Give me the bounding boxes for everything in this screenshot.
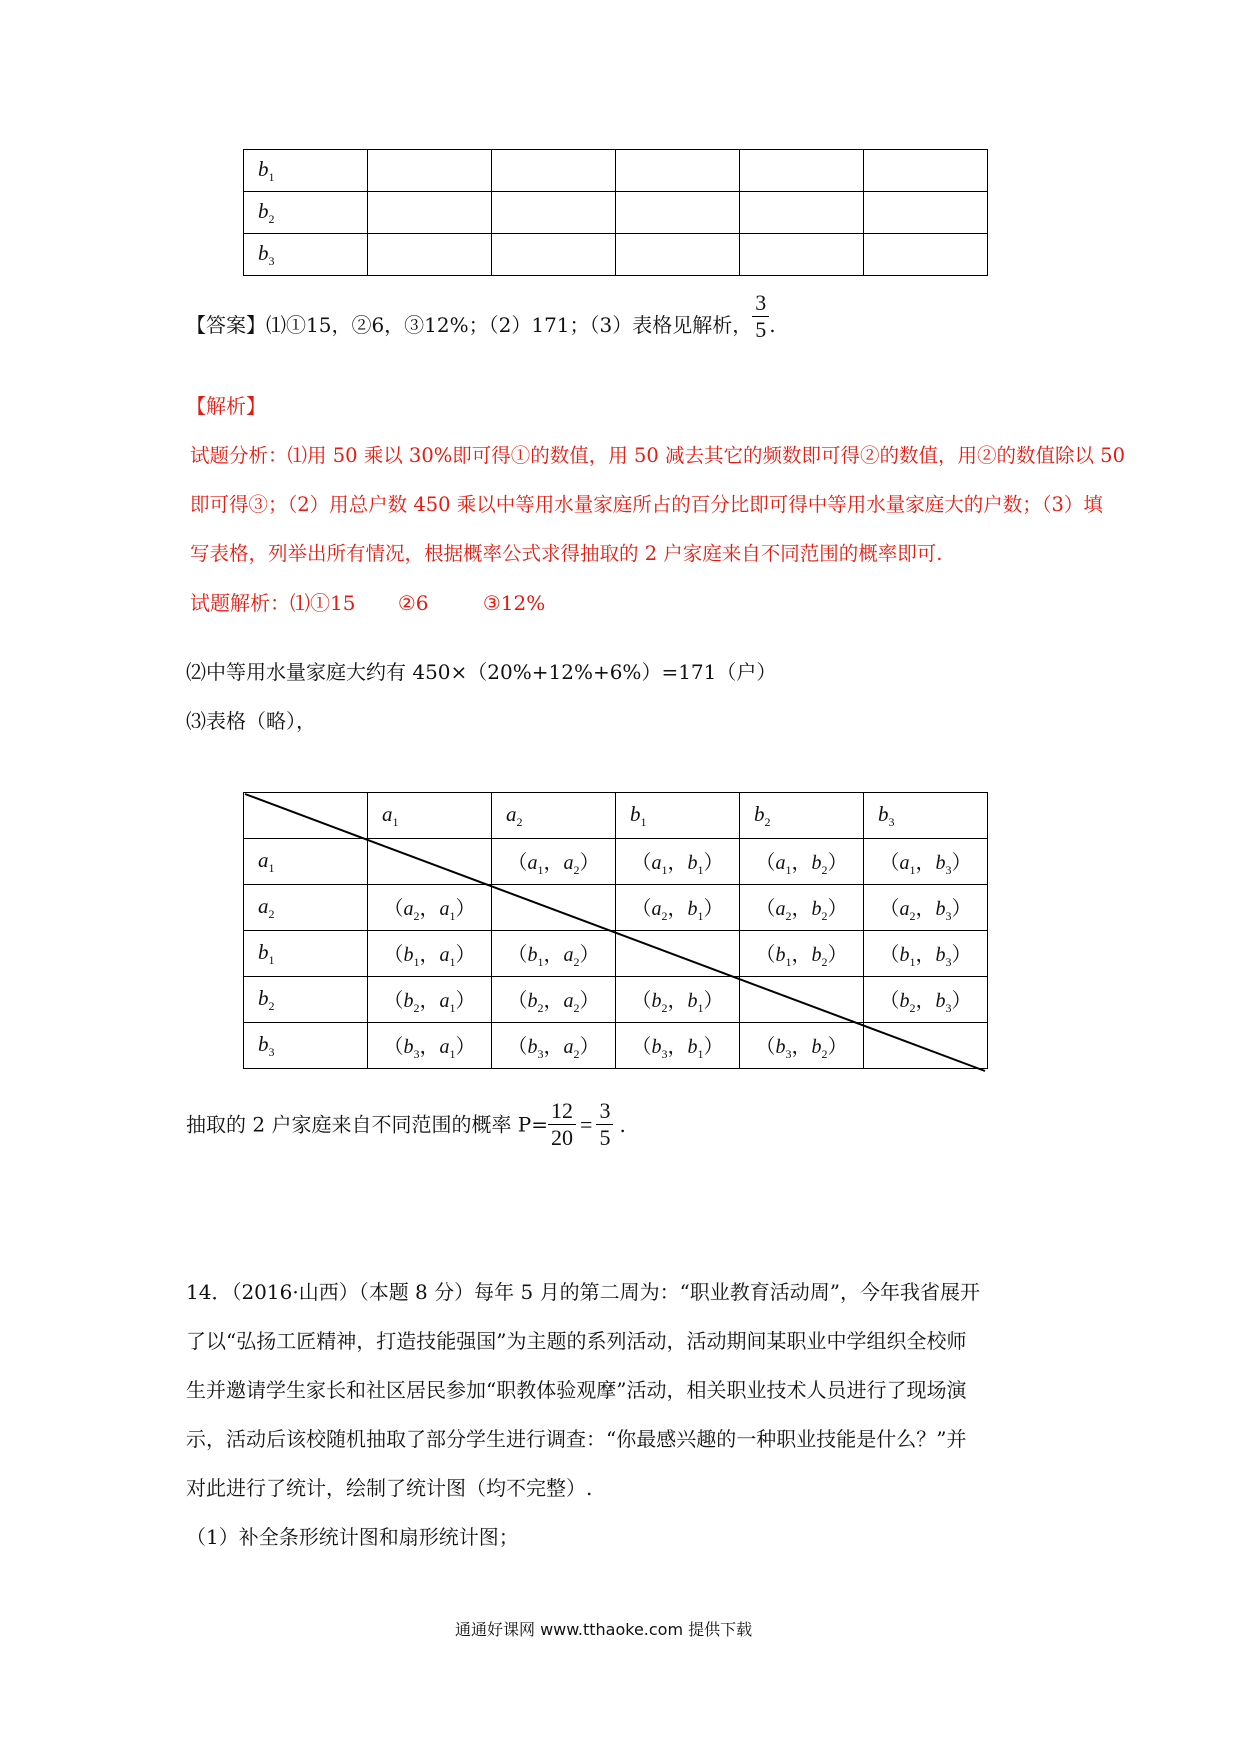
diagonal-line xyxy=(243,792,987,1074)
prob-table-cell: （$b_3$，$a_1$） xyxy=(368,1023,492,1069)
top-table-row-head: $b_2$ xyxy=(244,192,368,234)
question-sub-1: （1）补全条形统计图和扇形统计图； xyxy=(186,1525,519,1549)
top-table-cell xyxy=(740,234,864,276)
top-table-cell xyxy=(864,234,988,276)
top-table-cell xyxy=(740,150,864,192)
solution-line-3: ⑶表格（略）， xyxy=(186,709,316,733)
analysis-line-1: 试题分析：⑴用 50 乘以 30%即可得①的数值，用 50 减去其它的频数即可得②的数值，用②的数值除以 50 xyxy=(190,444,1125,467)
question-line-5: 对此进行了统计，绘制了统计图（均不完整）. xyxy=(186,1476,593,1500)
prob-table-cell: （$b_1$，$b_2$） xyxy=(740,931,864,977)
prob-table-row-header: $b_3$ xyxy=(244,1023,368,1069)
prob-table-cell: （$a_1$，$b_2$） xyxy=(740,839,864,885)
solution-line-2: ⑵中等用水量家庭大约有 450×（20%+12%+6%）=171（户） xyxy=(186,660,777,684)
top-table-cell xyxy=(616,192,740,234)
probability-line: 抽取的 2 户家庭来自不同范围的概率 P= $\frac{12}{20}$ = $\frac{3}{5}$ . xyxy=(186,1098,626,1150)
analysis-heading: 【解析】 xyxy=(186,394,266,418)
prob-table-cell: （$b_3$，$a_2$） xyxy=(492,1023,616,1069)
top-table-cell xyxy=(492,192,616,234)
answer-line: 【答案】⑴①15，②6，③12%；（2）171；（3）表格见解析， $\frac{3}{5}$ . xyxy=(186,290,776,342)
prob-table-cell: （$a_2$，$a_1$） xyxy=(368,885,492,931)
prob-table-col-header: $a_2$ xyxy=(492,793,616,839)
prob-table-col-header: $b_1$ xyxy=(616,793,740,839)
prob-table-cell: （$b_2$，$a_2$） xyxy=(492,977,616,1023)
prob-table-row-header: $b_2$ xyxy=(244,977,368,1023)
top-table-cell xyxy=(616,234,740,276)
prob-table-col-header: $a_1$ xyxy=(368,793,492,839)
question-line-1: 14．（2016·山西）（本题 8 分）每年 5 月的第二周为：“职业教育活动周”，今年我省展开 xyxy=(186,1280,981,1304)
top-table-row xyxy=(244,150,988,192)
prob-table-cell: （$b_2$，$b_1$） xyxy=(616,977,740,1023)
prob-table-cell: （$b_1$，$a_1$） xyxy=(368,931,492,977)
answer-text: 【答案】⑴①15，②6，③12%；（2）171；（3）表格见解析， xyxy=(186,313,753,337)
prob-table-row-header: $a_2$ xyxy=(244,885,368,931)
probability-fraction-1: $\frac{12}{20}$ xyxy=(548,1098,576,1151)
top-table-cell xyxy=(864,192,988,234)
prob-table-cell: （$a_2$，$b_1$） xyxy=(616,885,740,931)
prob-table-cell: （$b_3$，$b_2$） xyxy=(740,1023,864,1069)
answer-fraction: $\frac{3}{5}$ xyxy=(752,290,769,343)
question-line-4: 示，活动后该校随机抽取了部分学生进行调查：“你最感兴趣的一种职业技能是什么？”并 xyxy=(186,1427,967,1451)
solution-line-1: 试题解析：⑴①15 ②6 ③12% xyxy=(190,591,546,615)
top-table-cell xyxy=(740,192,864,234)
question-line-3: 生并邀请学生家长和社区居民参加“职教体验观摩”活动，相关职业技术人员进行了现场演 xyxy=(186,1378,967,1402)
page-footer: 通通好课网 www.tthaoke.com 提供下载 xyxy=(455,1620,753,1639)
analysis-line-3: 写表格，列举出所有情况，根据概率公式求得抽取的 2 户家庭来自不同范围的概率即可. xyxy=(190,542,943,565)
prob-table-cell: （$a_2$，$b_2$） xyxy=(740,885,864,931)
top-table-row-head: $b_3$ xyxy=(244,234,368,276)
prob-table-row-header: $a_1$ xyxy=(244,839,368,885)
prob-table-cell: （$b_1$，$a_2$） xyxy=(492,931,616,977)
prob-table-cell: （$a_1$，$b_1$） xyxy=(616,839,740,885)
prob-table-col-header: $b_3$ xyxy=(864,793,988,839)
prob-table-cell: （$b_1$，$b_3$） xyxy=(864,931,988,977)
prob-table-cell: （$a_1$，$b_3$） xyxy=(864,839,988,885)
top-table-row xyxy=(244,192,988,234)
prob-table-cell: （$b_2$，$b_3$） xyxy=(864,977,988,1023)
top-table-cell xyxy=(368,234,492,276)
top-table-row-head: $b_1$ xyxy=(244,150,368,192)
prob-table-cell: （$a_1$，$a_2$） xyxy=(492,839,616,885)
prob-table-col-header: $b_2$ xyxy=(740,793,864,839)
top-table-cell xyxy=(492,234,616,276)
top-table xyxy=(243,149,988,276)
probability-fraction-2: $\frac{3}{5}$ xyxy=(596,1098,613,1151)
top-table-cell xyxy=(616,150,740,192)
prob-table-cell: （$b_3$，$b_1$） xyxy=(616,1023,740,1069)
prob-table-row-header: $b_1$ xyxy=(244,931,368,977)
top-table-row xyxy=(244,234,988,276)
question-line-2: 了以“弘扬工匠精神，打造技能强国”为主题的系列活动，活动期间某职业中学组织全校师 xyxy=(186,1329,967,1353)
probability-table-wrap xyxy=(243,792,987,1072)
prob-table-cell: （$a_2$，$b_3$） xyxy=(864,885,988,931)
top-table-cell xyxy=(368,192,492,234)
prob-table-cell: （$b_2$，$a_1$） xyxy=(368,977,492,1023)
top-table-cell xyxy=(368,150,492,192)
top-table-cell xyxy=(864,150,988,192)
top-table-cell xyxy=(492,150,616,192)
analysis-line-2: 即可得③；（2）用总户数 450 乘以中等用水量家庭所占的百分比即可得中等用水量家庭大的户数；（3）填 xyxy=(190,493,1103,516)
